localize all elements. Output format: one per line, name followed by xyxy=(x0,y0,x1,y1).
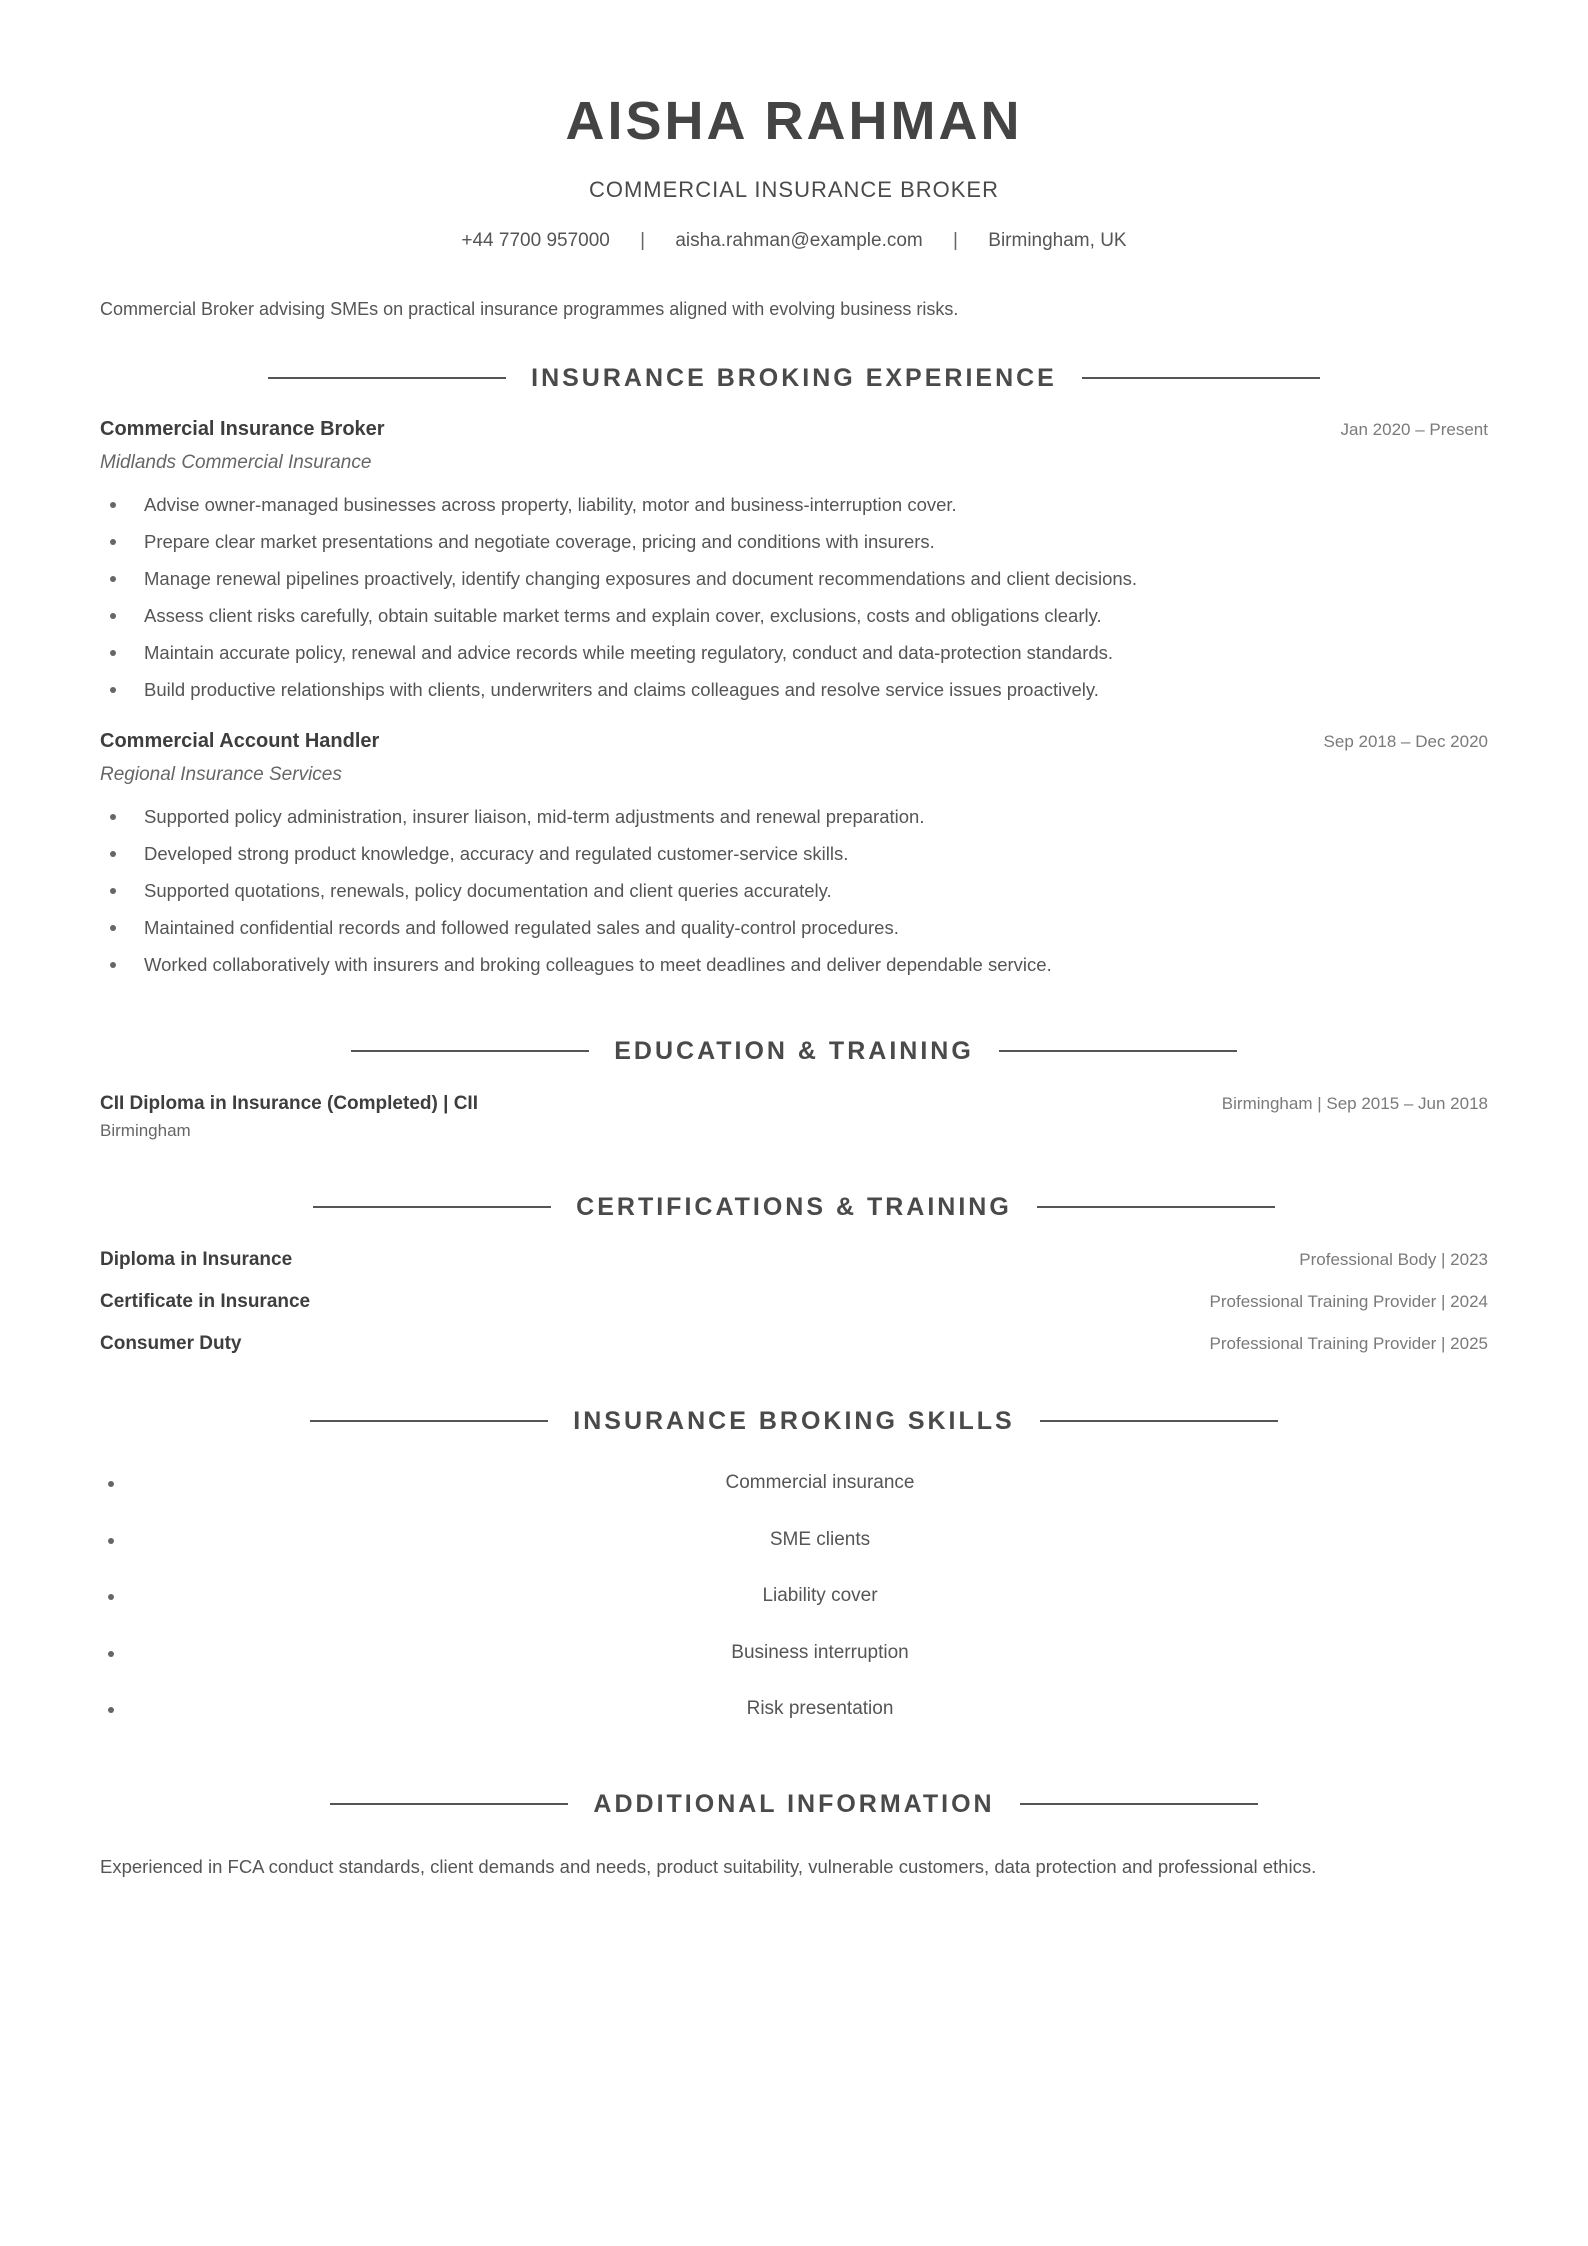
experience-heading: INSURANCE BROKING EXPERIENCE xyxy=(531,364,1057,392)
job-bullet: Maintain accurate policy, renewal and advice records while meeting regulatory, conduct and data-protection standards. xyxy=(144,634,1488,671)
divider-rule xyxy=(268,377,506,379)
skill-item: Commercial insurance xyxy=(100,1455,1488,1512)
experience-section-header xyxy=(100,362,1488,394)
job-dates: Sep 2018 – Dec 2020 xyxy=(1323,732,1488,751)
contact-separator: | xyxy=(640,230,646,251)
education-heading: EDUCATION & TRAINING xyxy=(614,1037,974,1065)
job-company: Regional Insurance Services xyxy=(100,764,342,785)
job-bullet: Developed strong product knowledge, accuracy and regulated customer-service skills. xyxy=(144,835,1488,872)
divider-rule xyxy=(330,1803,568,1805)
job-header xyxy=(100,730,1488,753)
job-bullet: Supported quotations, renewals, policy documentation and client queries accurately. xyxy=(144,872,1488,909)
certification-meta: Professional Body | 2023 xyxy=(1299,1250,1488,1269)
job-entry xyxy=(100,730,1488,983)
divider-rule xyxy=(1020,1803,1258,1805)
skills-heading: INSURANCE BROKING SKILLS xyxy=(573,1407,1015,1435)
additional-heading: ADDITIONAL INFORMATION xyxy=(593,1789,995,1818)
education-section-header xyxy=(100,1035,1488,1067)
skill-item: SME clients xyxy=(100,1512,1488,1569)
job-dates: Jan 2020 – Present xyxy=(1340,420,1488,439)
certifications-list xyxy=(100,1239,1488,1365)
job-bullet: Worked collaboratively with insurers and broking colleagues to meet deadlines and deliver dependable service. xyxy=(144,946,1488,983)
education-entry xyxy=(100,1093,1488,1141)
contact-email[interactable]: aisha.rahman@example.com xyxy=(675,230,923,251)
certification-meta: Professional Training Provider | 2024 xyxy=(1209,1292,1488,1311)
certification-name: Consumer Duty xyxy=(100,1333,242,1354)
divider-rule xyxy=(313,1206,551,1208)
job-bullet: Supported policy administration, insurer liaison, mid-term adjustments and renewal preparation. xyxy=(144,798,1488,835)
job-bullets xyxy=(100,486,1488,708)
skills-section-header xyxy=(100,1405,1488,1437)
certification-meta: Professional Training Provider | 2025 xyxy=(1209,1334,1488,1353)
certification-item xyxy=(100,1323,1488,1365)
additional-information-text: Experienced in FCA conduct standards, client demands and needs, product suitability, vulnerable customers, data protection and professional ethics. xyxy=(100,1855,1317,1877)
candidate-name: AISHA RAHMAN xyxy=(565,91,1023,151)
job-bullet: Build productive relationships with clients, underwriters and claims colleagues and resolve service issues proactively. xyxy=(144,671,1488,708)
job-title: Commercial Insurance Broker xyxy=(100,418,385,440)
certification-item xyxy=(100,1281,1488,1323)
divider-rule xyxy=(1040,1420,1278,1422)
job-bullet: Assess client risks carefully, obtain suitable market terms and explain cover, exclusions, costs and obligations clearly. xyxy=(144,597,1488,634)
contact-separator: | xyxy=(953,230,958,251)
profile-summary: Commercial Broker advising SMEs on practical insurance programmes aligned with evolving business risks. xyxy=(100,299,959,319)
additional-section-header xyxy=(100,1788,1488,1820)
job-header xyxy=(100,418,1488,441)
candidate-title: COMMERCIAL INSURANCE BROKER xyxy=(588,177,999,202)
divider-rule xyxy=(999,1050,1237,1052)
certification-name: Diploma in Insurance xyxy=(100,1249,293,1270)
certification-name: Certificate in Insurance xyxy=(100,1291,311,1312)
job-bullets xyxy=(100,798,1488,983)
job-bullet: Advise owner-managed businesses across property, liability, motor and business-interruption cover. xyxy=(144,486,1488,523)
education-location: Birmingham xyxy=(100,1121,191,1140)
divider-rule xyxy=(1082,377,1320,379)
job-bullet: Prepare clear market presentations and negotiate coverage, pricing and conditions with insurers. xyxy=(144,523,1488,560)
contact-phone: +44 7700 957000 xyxy=(461,230,610,251)
certifications-section-header xyxy=(100,1191,1488,1223)
skill-item: Risk presentation xyxy=(100,1681,1488,1738)
contact-location: Birmingham, UK xyxy=(988,230,1127,251)
job-entry xyxy=(100,418,1488,708)
skills-list xyxy=(100,1455,1488,1738)
job-bullet: Manage renewal pipelines proactively, identify changing exposures and document recommendations and client decisions. xyxy=(144,560,1488,597)
job-bullet: Maintained confidential records and followed regulated sales and quality-control procedures. xyxy=(144,909,1488,946)
skill-item: Business interruption xyxy=(100,1625,1488,1682)
divider-rule xyxy=(1037,1206,1275,1208)
education-qualification: CII Diploma in Insurance (Completed) | CII xyxy=(100,1093,478,1114)
certifications-heading: CERTIFICATIONS & TRAINING xyxy=(576,1193,1012,1221)
divider-rule xyxy=(310,1420,548,1422)
education-meta: Birmingham | Sep 2015 – Jun 2018 xyxy=(1221,1094,1488,1113)
skill-item: Liability cover xyxy=(100,1568,1488,1625)
divider-rule xyxy=(351,1050,589,1052)
contact-line xyxy=(100,228,1488,254)
job-company: Midlands Commercial Insurance xyxy=(100,452,372,473)
certification-item xyxy=(100,1239,1488,1281)
education-header xyxy=(100,1093,1488,1115)
job-title: Commercial Account Handler xyxy=(100,730,380,752)
